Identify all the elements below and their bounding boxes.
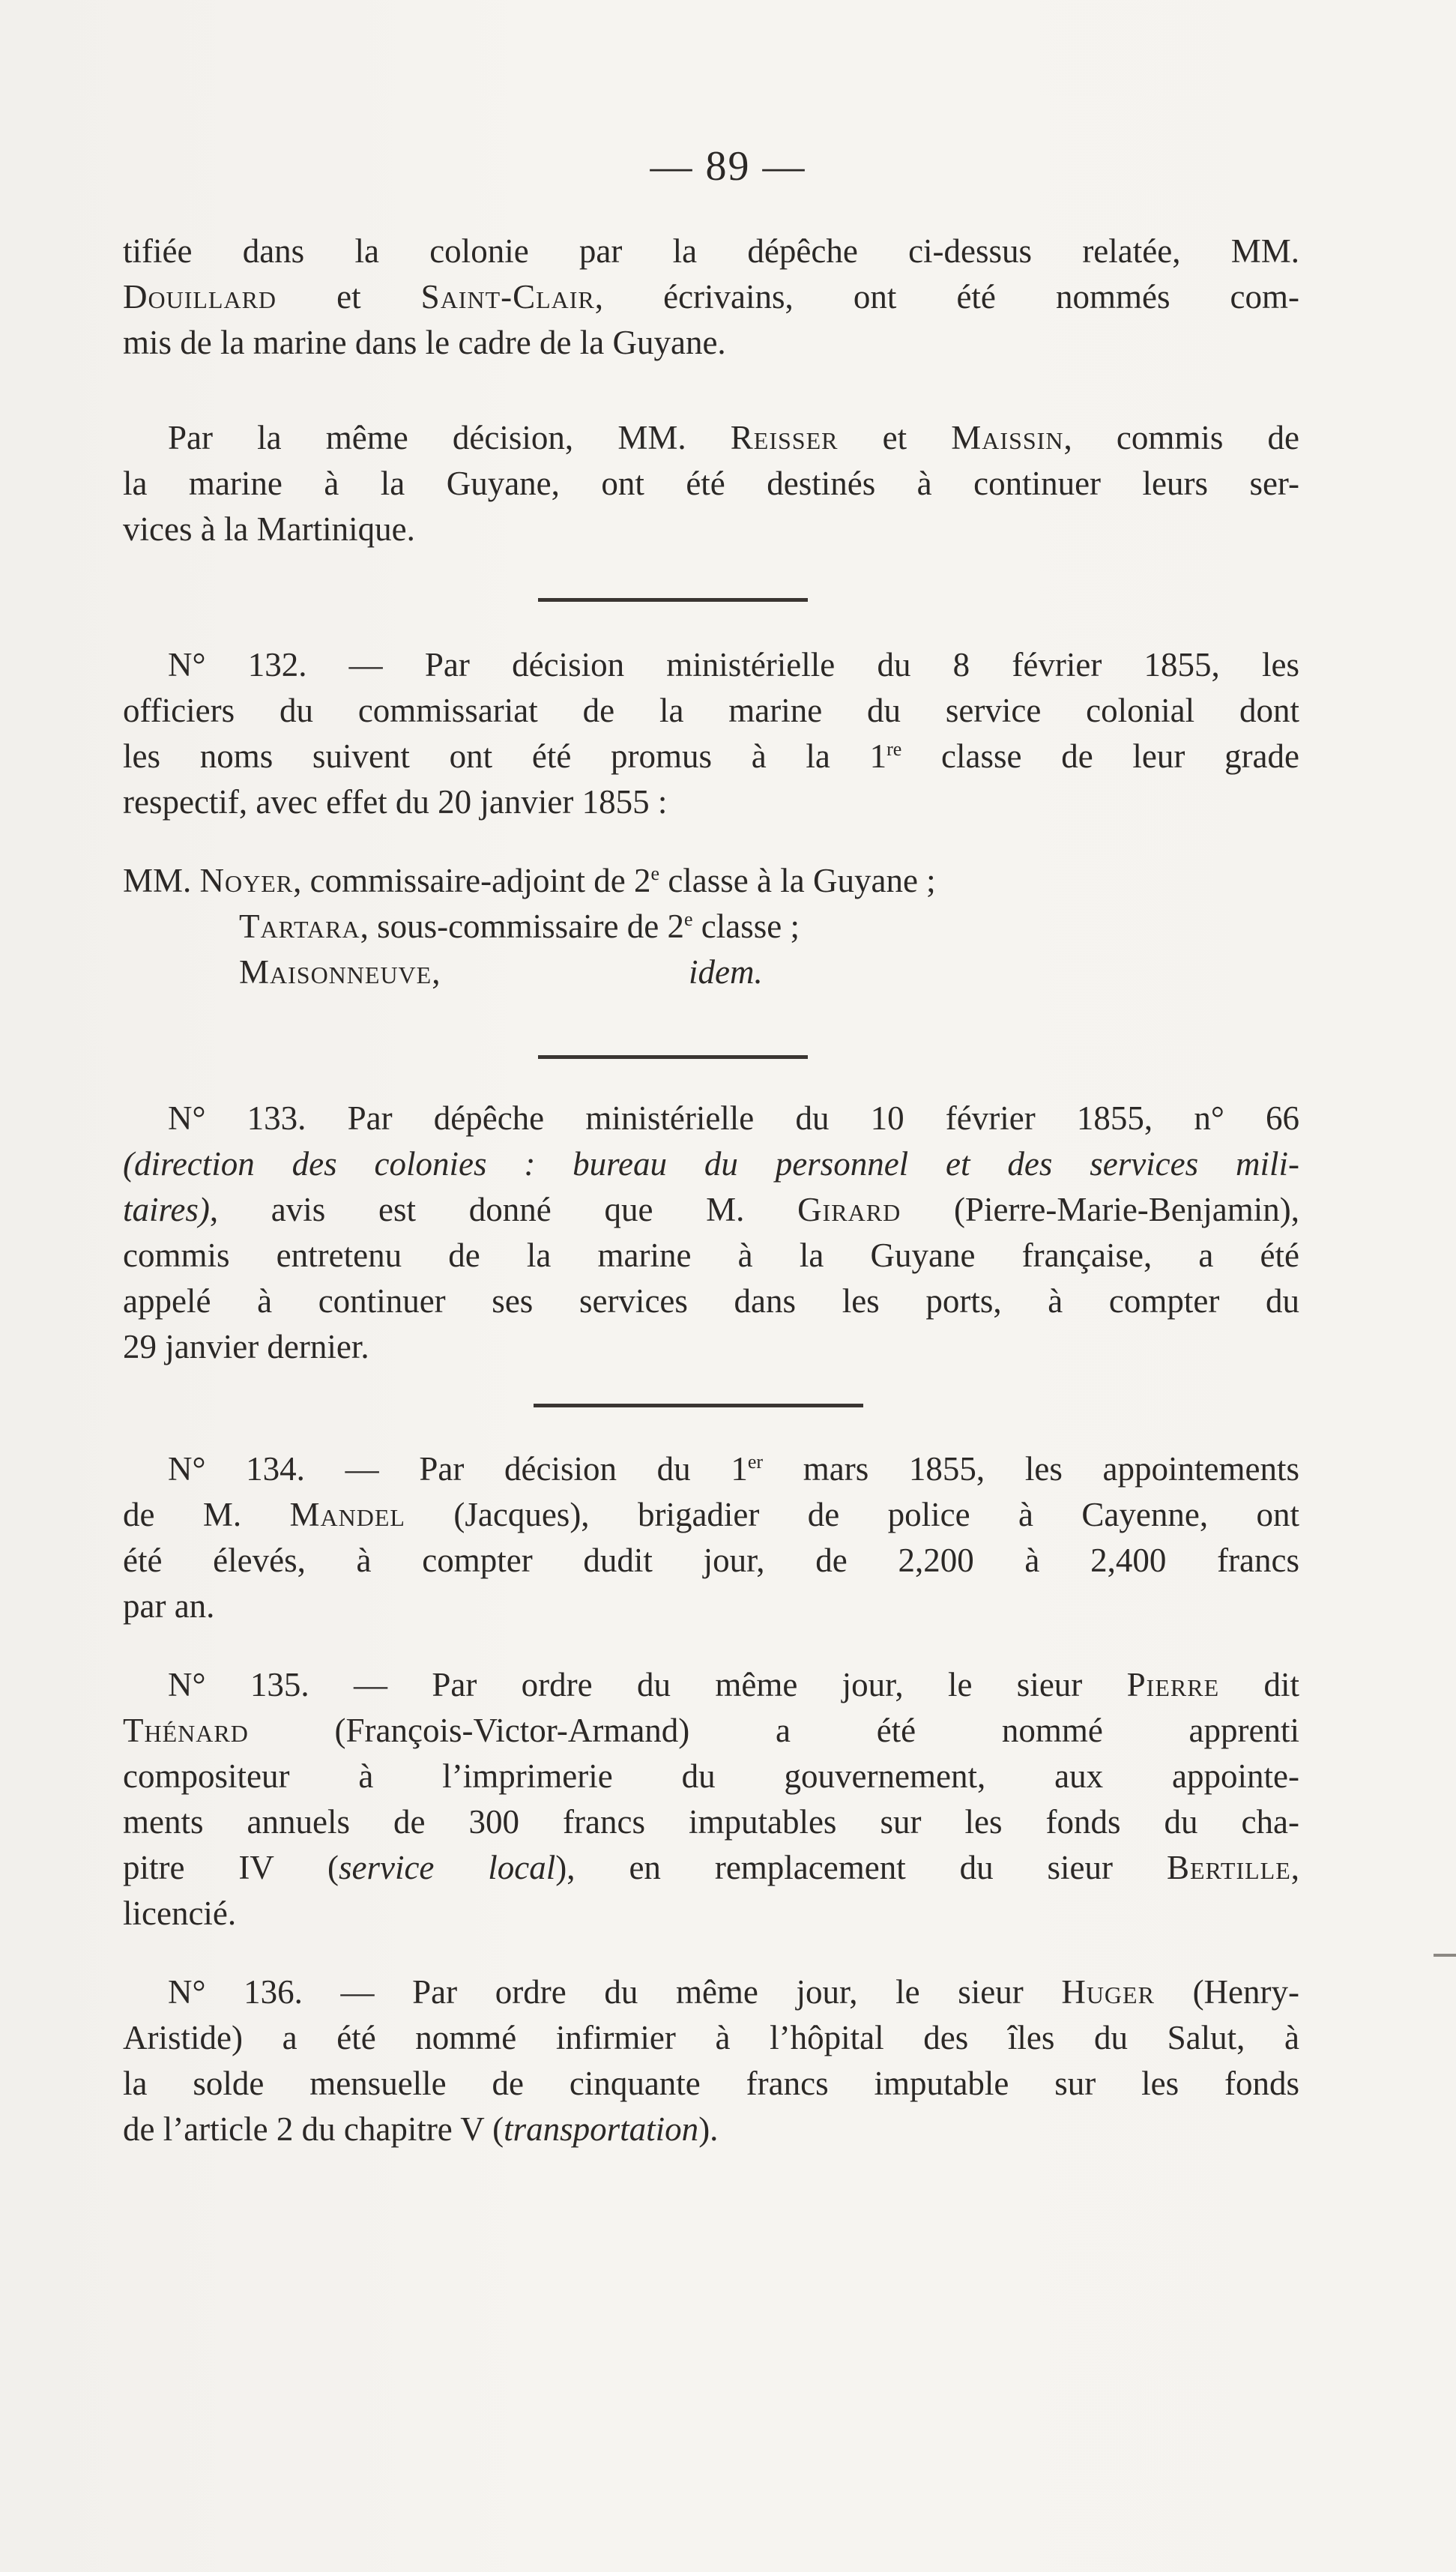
idem-text: idem. (689, 953, 763, 991)
superscript: e (650, 863, 660, 884)
text-fragment: , (432, 953, 441, 991)
entry-134 (123, 1446, 1299, 1629)
section-divider (538, 598, 808, 602)
text-fragment: , commissaire-adjoint de 2 (293, 862, 651, 899)
person-name: Pierre (1126, 1666, 1220, 1703)
text-line: vices à la Martinique. (123, 510, 415, 548)
text-fragment: service local (338, 1849, 556, 1886)
person-name: Saint-Clair (420, 278, 595, 316)
text-line (123, 1446, 1299, 1492)
person-name: Maissin (951, 419, 1064, 456)
text-fragment: et (838, 419, 952, 456)
text-fragment: pitre IV ( (123, 1849, 339, 1886)
text-line: 29 janvier dernier. (123, 1328, 369, 1365)
text-fragment: taires) (123, 1191, 210, 1228)
text-fragment: les noms suivent ont été promus à la 1 (123, 737, 887, 775)
text-fragment: (Pierre-Marie-Benjamin), (901, 1191, 1300, 1228)
text-line: tifiée dans la colonie par la dépêche ci-dessus relatée, MM. (123, 232, 1299, 270)
list-item (123, 858, 1299, 904)
text-line (123, 1845, 1299, 1891)
text-fragment: , (1290, 1849, 1300, 1886)
promotion-list (123, 858, 1299, 995)
text-fragment: , avis est donné que M. (209, 1191, 798, 1228)
superscript: er (747, 1451, 764, 1473)
person-name: Bertille (1166, 1849, 1291, 1886)
text-line: N° 133. Par dépêche ministérielle du 10 février 1855, n° 66 (168, 1099, 1299, 1137)
text-line (123, 1492, 1299, 1538)
text-fragment: N° 134. — Par décision du 1 (168, 1450, 748, 1488)
list-item (123, 950, 1299, 995)
paragraph-reisser-maissin (123, 415, 1299, 552)
text-fragment: ), en remplacement du sieur (555, 1849, 1167, 1886)
text-line: ments annuels de 300 francs imputables sur les fonds du cha- (123, 1803, 1299, 1841)
text-line: mis de la marine dans le cadre de la Guyane. (123, 324, 726, 361)
person-name: Noyer (199, 862, 294, 899)
text-fragment: , écrivains, ont été nommés com- (594, 278, 1299, 316)
text-line: respectif, avec effet du 20 janvier 1855 : (123, 783, 668, 821)
text-line: la marine à la Guyane, ont été destinés à continuer leurs ser- (123, 465, 1299, 502)
text-fragment: (François-Victor-Armand) a été nommé apprenti (248, 1712, 1299, 1749)
text-line: par an. (123, 1587, 215, 1625)
text-fragment: N° 135. — Par ordre du même jour, le sieur (168, 1666, 1127, 1703)
text-line: Aristide) a été nommé infirmier à l’hôpital des îles du Salut, à (123, 2019, 1299, 2056)
person-name: Thénard (123, 1712, 249, 1749)
text-fragment: ). (698, 2110, 719, 2148)
entry-133 (123, 1096, 1299, 1370)
text-line: officiers du commissariat de la marine du service colonial dont (123, 692, 1299, 729)
text-line: appelé à continuer ses services dans les ports, à compter du (123, 1282, 1299, 1320)
entry-132 (123, 642, 1299, 825)
text-line (123, 734, 1299, 779)
paragraph-continuation (123, 229, 1299, 366)
text-line (123, 415, 1299, 461)
person-name: Tartara (239, 908, 360, 945)
text-line: N° 132. — Par décision ministérielle du 8 février 1855, les (168, 646, 1299, 683)
text-line (123, 1662, 1299, 1708)
list-item (123, 904, 1299, 950)
superscript: e (684, 908, 693, 930)
text-fragment: (Henry- (1154, 1973, 1299, 2011)
text-line: été élevés, à compter dudit jour, de 2,200 à 2,400 francs (123, 1542, 1299, 1579)
text-line: (direction des colonies : bureau du personnel et des services mili- (123, 1145, 1299, 1183)
person-name: Mandel (289, 1496, 405, 1533)
text-line (123, 1969, 1299, 2015)
text-fragment: classe ; (692, 908, 800, 945)
text-fragment: de M. (123, 1496, 290, 1533)
text-fragment: et (277, 278, 421, 316)
text-fragment: (Jacques), brigadier de police à Cayenne, ont (405, 1496, 1299, 1533)
text-fragment: N° 136. — Par ordre du même jour, le sieur (168, 1973, 1062, 2011)
page-edge-mark (1434, 1954, 1456, 1957)
person-name: Huger (1061, 1973, 1155, 2011)
text-fragment: , commis de (1063, 419, 1299, 456)
person-name: Girard (797, 1191, 901, 1228)
entry-136 (123, 1969, 1299, 2152)
section-divider (534, 1404, 863, 1407)
text-line: commis entretenu de la marine à la Guyane française, a été (123, 1237, 1299, 1274)
entry-135 (123, 1662, 1299, 1936)
text-line (123, 1187, 1299, 1233)
text-fragment: , sous-commissaire de 2 (360, 908, 684, 945)
text-fragment: Par la même décision, MM. (168, 419, 731, 456)
text-line: la solde mensuelle de cinquante francs imputable sur les fonds (123, 2065, 1299, 2102)
text-line (123, 274, 1299, 320)
text-fragment: mars 1855, les appointements (763, 1450, 1299, 1488)
text-line: compositeur à l’imprimerie du gouvernement, aux appointe- (123, 1757, 1299, 1795)
section-divider (538, 1055, 808, 1059)
page-number: — 89 — (650, 143, 806, 190)
text-fragment: classe de leur grade (901, 737, 1299, 775)
text-line: licencié. (123, 1895, 237, 1932)
text-fragment: classe à la Guyane ; (659, 862, 936, 899)
text-line (123, 1708, 1299, 1754)
text-fragment: dit (1219, 1666, 1299, 1703)
text-fragment: MM. (123, 862, 200, 899)
superscript: re (886, 738, 902, 760)
person-name: Douillard (123, 278, 277, 316)
text-fragment: transportation (504, 2110, 699, 2148)
person-name: Maisonneuve (239, 953, 432, 991)
text-fragment: de l’article 2 du chapitre V ( (123, 2110, 504, 2148)
text-line (123, 2107, 1299, 2152)
person-name: Reisser (730, 419, 839, 456)
